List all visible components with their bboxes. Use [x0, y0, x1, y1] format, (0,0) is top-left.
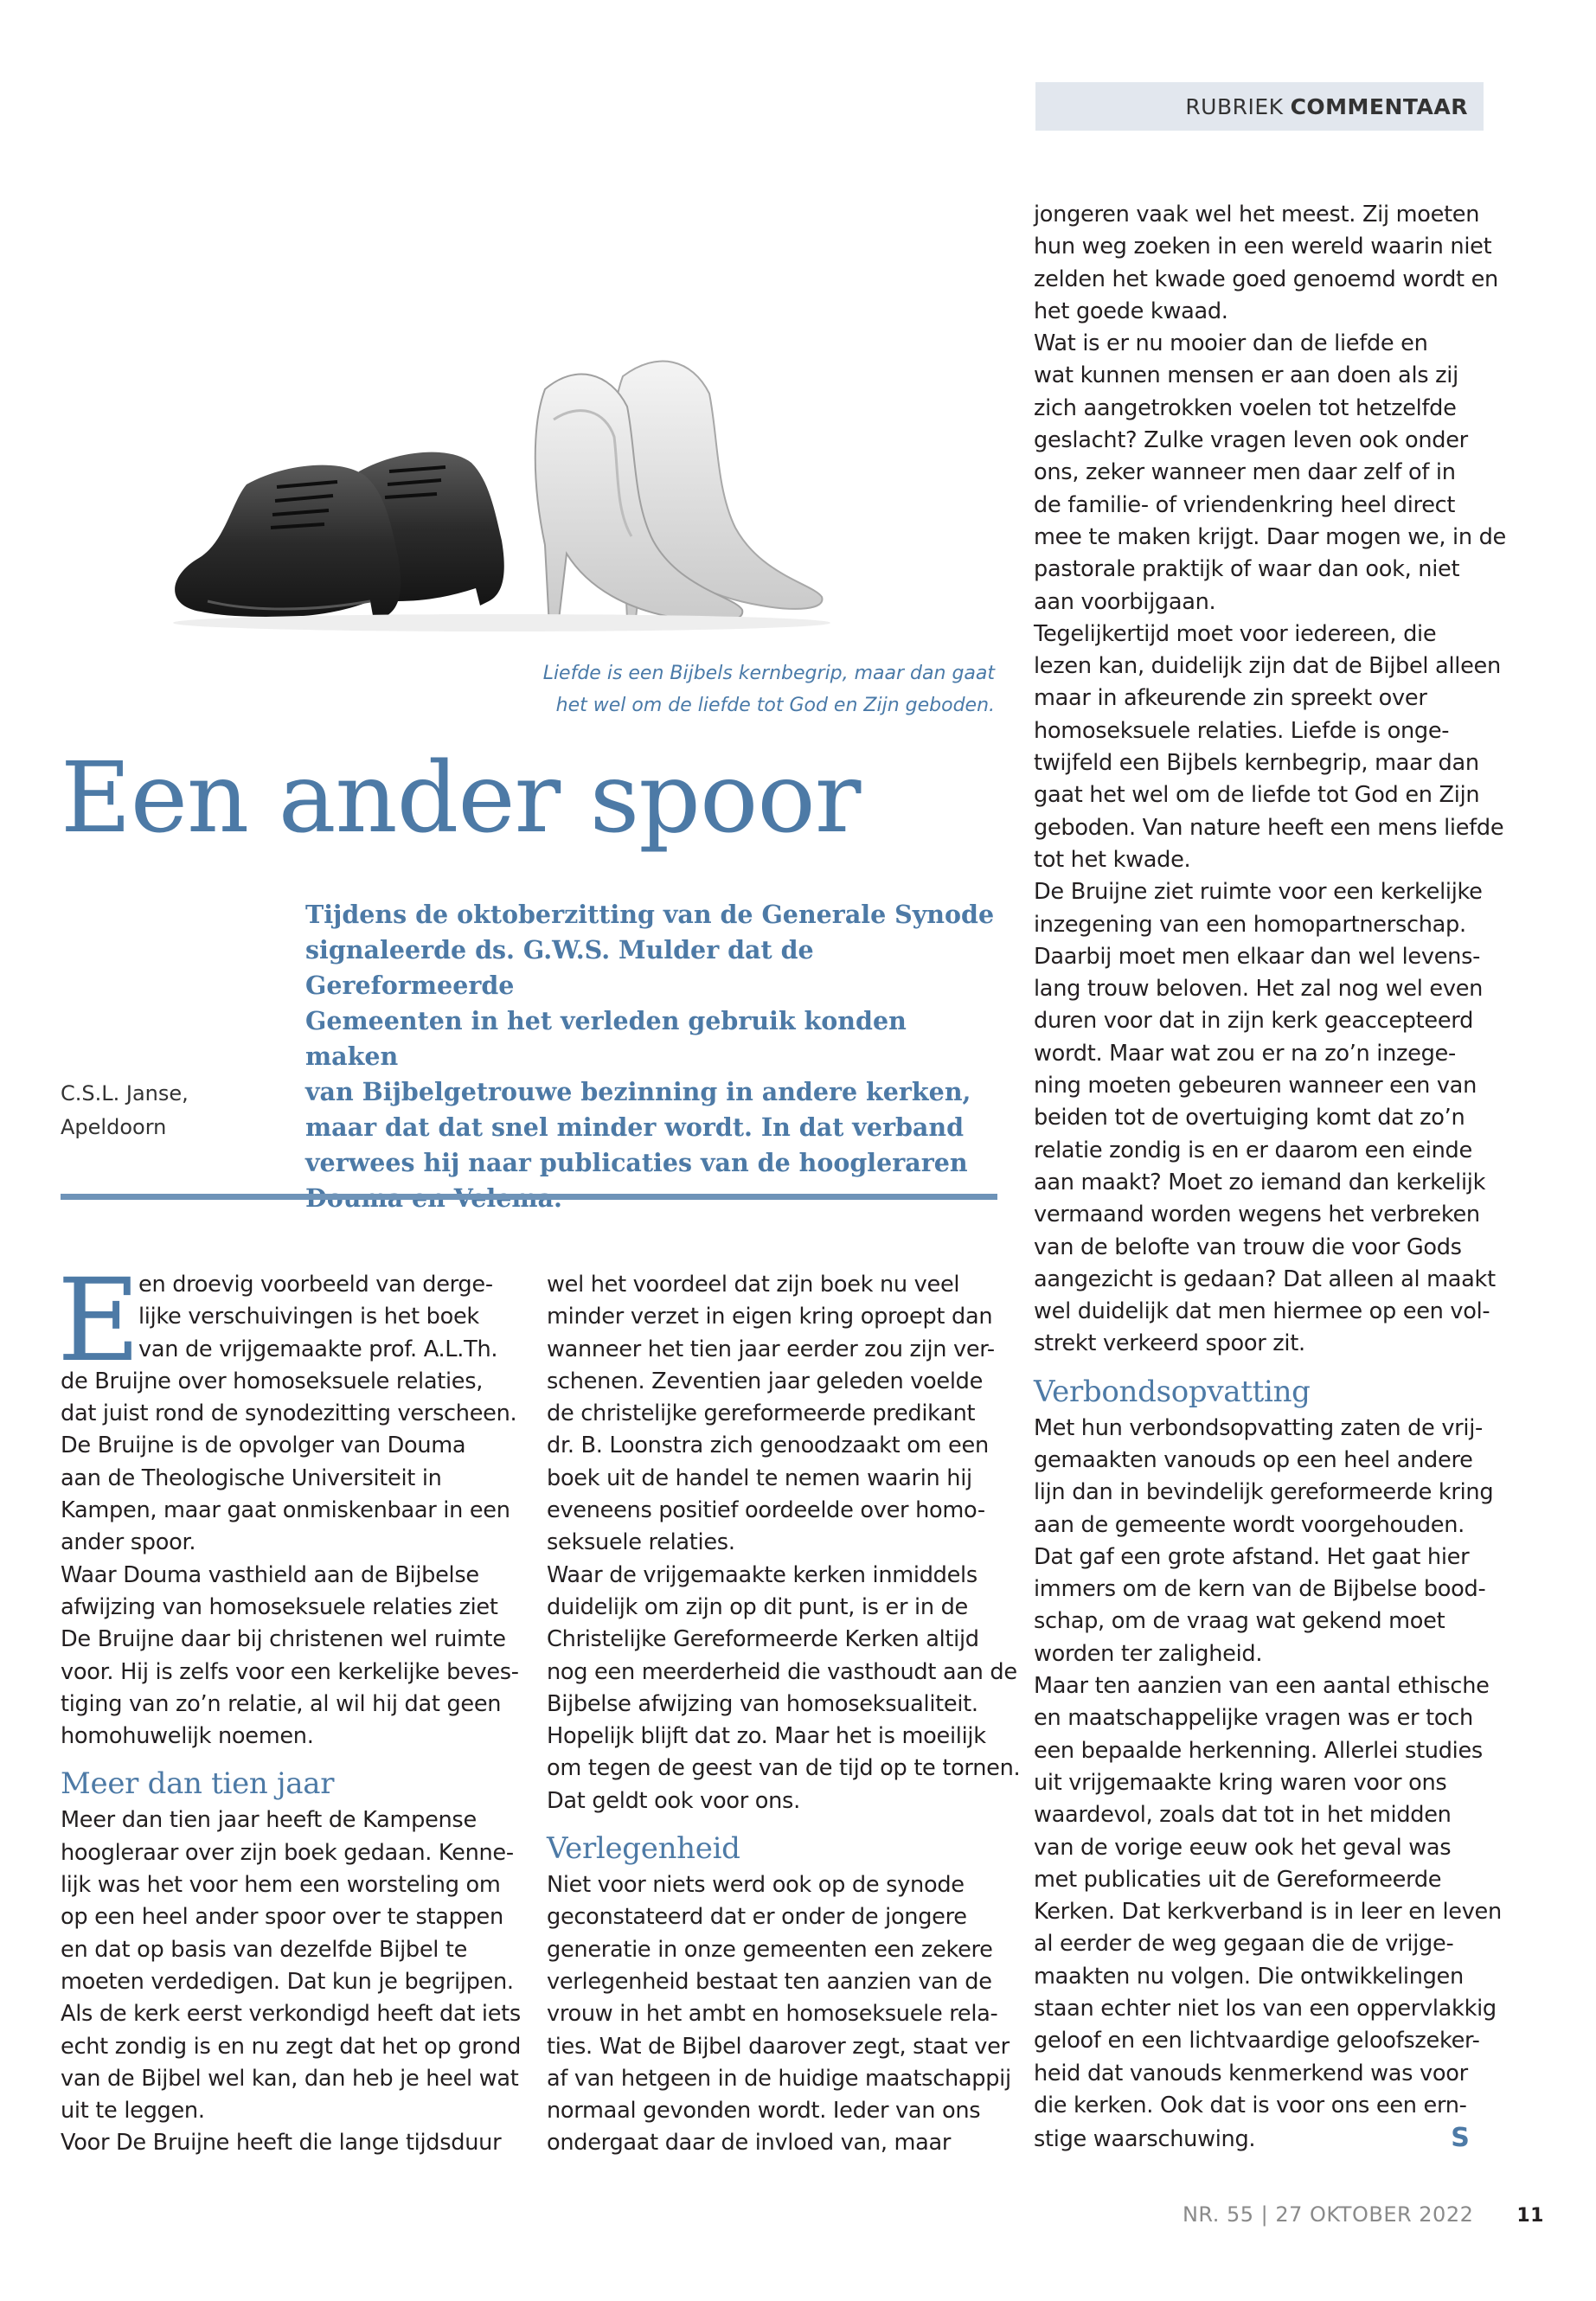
caption-line: Liefde is een Bijbels kernbegrip, maar dan gaat: [542, 663, 995, 684]
text-line: lijn dan in bevindelijk gereformeerde kring: [1034, 1479, 1494, 1506]
text-line: gemaakten vanouds op een heel andere: [1034, 1446, 1473, 1473]
text-line: tot het kwade.: [1034, 846, 1191, 873]
text-line: duren voor dat in zijn kerk geaccepteerd: [1034, 1008, 1474, 1035]
text-line: om tegen de geest van de tijd op te tornen.: [547, 1755, 1021, 1782]
text-line: en dat op basis van dezelfde Bijbel te: [61, 1936, 468, 1963]
intro-line: van Bijbelgetrouwe bezinning in andere kerken,: [305, 1077, 971, 1106]
text-line: het goede kwaad.: [1034, 298, 1228, 324]
text-line: Waar Douma vasthield aan de Bijbelse: [61, 1561, 479, 1588]
text-line: uit te leggen.: [61, 2098, 205, 2125]
text-line: de christelijke gereformeerde predikant: [547, 1400, 976, 1427]
text-line: hun weg zoeken in een wereld waarin niet: [1034, 234, 1492, 260]
text-line: van de vorige eeuw ook het geval was: [1034, 1834, 1452, 1861]
text-line: op een heel ander spoor over te stappen: [61, 1904, 503, 1931]
text-line: afwijzing van homoseksuele relaties ziet: [61, 1593, 498, 1620]
subheading-meer-dan-tien-jaar: Meer dan tien jaar: [61, 1766, 335, 1802]
text-line: beiden tot de overtuiging komt dat zo’n: [1034, 1105, 1465, 1131]
author-name: C.S.L. Janse,: [61, 1081, 189, 1106]
text-line: wordt. Maar wat zou er na zo’n inzege-: [1034, 1040, 1456, 1067]
caption-line: het wel om de liefde tot God en Zijn geboden.: [555, 695, 995, 716]
text-line: duidelijk om zijn op dit punt, is er in de: [547, 1593, 969, 1620]
text-line: maar in afkeurende zin spreekt over: [1034, 685, 1427, 712]
text-line: pastorale praktijk of waar dan ook, niet: [1034, 556, 1460, 583]
text-line: aan de gemeente wordt voorgehouden.: [1034, 1511, 1465, 1538]
text-line: die kerken. Ook dat is voor ons een ern-: [1034, 2092, 1467, 2118]
text-line: hoogleraar over zijn boek gedaan. Kenne-: [61, 1839, 514, 1866]
text-line: vermaand worden wegens het verbreken: [1034, 1202, 1480, 1228]
text-line: uit vrijgemaakte kring waren voor ons: [1034, 1769, 1447, 1796]
text-line: Als de kerk eerst verkondigd heeft dat iets: [61, 2001, 521, 2028]
text-line: Daarbij moet men elkaar dan wel levens-: [1034, 943, 1481, 970]
last-line-text: stige waarschuwing.: [1034, 2126, 1256, 2153]
text-line: dat juist rond de synodezitting verscheen.: [61, 1400, 517, 1427]
shoes-photo: [138, 342, 865, 636]
text-line: relatie zondig is en er daarom een einde: [1034, 1137, 1472, 1163]
text-line: twijfeld een Bijbels kernbegrip, maar dan: [1034, 750, 1479, 777]
text-line: Voor De Bruijne heeft die lange tijdsduur: [61, 2130, 502, 2157]
column-3: [1034, 199, 1507, 2157]
text-line: jongeren vaak wel het meest. Zij moeten: [1034, 202, 1480, 228]
text-line: vrouw in het ambt en homoseksuele rela-: [547, 2001, 998, 2028]
text-line: Wat is er nu mooier dan de liefde en: [1034, 330, 1428, 357]
text-line: ons, zeker wanneer men daar zelf of in: [1034, 459, 1456, 486]
text-line: wanneer het tien jaar eerder zou zijn ver-: [547, 1336, 995, 1362]
text-line: geconstateerd dat er onder de jongere: [547, 1904, 967, 1931]
text-line: lang trouw beloven. Het zal nog wel even: [1034, 976, 1484, 1003]
text-line: Niet voor niets werd ook op de synode: [547, 1872, 965, 1899]
text-line: van de belofte van trouw die voor Gods: [1034, 1234, 1462, 1260]
section-label-prefix: RUBRIEK: [1185, 93, 1284, 119]
text-line: schenen. Zeventien jaar geleden voelde: [547, 1368, 984, 1394]
text-line: schap, om de vraag wat gekend moet: [1034, 1608, 1445, 1635]
section-label-name: COMMENTAAR: [1290, 93, 1468, 119]
text-line: van de Bijbel wel kan, dan heb je heel wat: [61, 2065, 519, 2092]
text-line: echt zondig is en nu zegt dat het op grond: [61, 2033, 522, 2060]
text-line: geboden. Van nature heeft een mens liefde: [1034, 814, 1504, 841]
text-line: De Bruijne ziet ruimte voor een kerkelijke: [1034, 879, 1483, 906]
subheading-verlegenheid: Verlegenheid: [547, 1831, 740, 1867]
text-line: immers om de kern van de Bijbelse bood-: [1034, 1576, 1486, 1603]
text-line: nog een meerderheid die vasthoudt aan de: [547, 1658, 1017, 1685]
text-line: voor. Hij is zelfs voor een kerkelijke beves-: [61, 1658, 519, 1685]
text-line: ties. Wat de Bijbel daarover zegt, staat ver: [547, 2033, 1010, 2060]
section-label: [1035, 82, 1484, 131]
text-line: Waar de vrijgemaakte kerken inmiddels: [547, 1561, 977, 1588]
text-line: minder verzet in eigen kring oproept dan: [547, 1304, 993, 1330]
text-line: lezen kan, duidelijk zijn dat de Bijbel alleen: [1034, 653, 1501, 680]
text-line: Tegelijkertijd moet voor iedereen, die: [1034, 620, 1437, 647]
text-line: staan echter niet los van een oppervlakkig: [1034, 1996, 1497, 2022]
page-number: 11: [1516, 2205, 1544, 2227]
text-line: ondergaat daar de invloed van, maar: [547, 2130, 952, 2157]
text-line: mee te maken krijgt. Daar mogen we, in de: [1034, 523, 1507, 550]
end-mark-icon: S: [1451, 2123, 1470, 2154]
text-line: wel duidelijk dat men hiermee op een vol-: [1034, 1298, 1490, 1325]
text-line: Dat geldt ook voor ons.: [547, 1787, 800, 1814]
text-line: wat kunnen mensen er aan doen als zij: [1034, 362, 1458, 389]
text-line: de Bruijne over homoseksuele relaties,: [61, 1368, 484, 1394]
text-line: Kerken. Dat kerkverband is in leer en leven: [1034, 1899, 1502, 1926]
text-line: ning moeten gebeuren wanneer een van: [1034, 1073, 1477, 1099]
column-2: [547, 1269, 1021, 2160]
text-line: tiging van zo’n relatie, al wil hij dat geen: [61, 1690, 502, 1717]
text-line: en droevig voorbeeld van derge-: [138, 1272, 493, 1298]
article-intro: [305, 897, 997, 1216]
text-line: aan voorbijgaan.: [1034, 588, 1216, 615]
text-line-last: [1034, 2122, 1492, 2156]
text-line: Hopelijk blijft dat zo. Maar het is moeilijk: [547, 1723, 986, 1750]
text-line: Dat gaf een grote afstand. Het gaat hier: [1034, 1543, 1470, 1570]
text-line: homohuwelijk noemen.: [61, 1723, 314, 1750]
text-line: dr. B. Loonstra zich genoodzaakt om een: [547, 1433, 989, 1459]
text-line: aan de Theologische Universiteit in: [61, 1465, 442, 1491]
text-line: Bijbelse afwijzing van homoseksualiteit.: [547, 1690, 978, 1717]
text-line: al eerder de weg gegaan die de vrijge-: [1034, 1931, 1454, 1958]
text-line: van de vrijgemaakte prof. A.L.Th.: [138, 1336, 498, 1362]
text-line: af van hetgeen in de huidige maatschappij: [547, 2065, 1011, 2092]
text-line: heid dat vanouds kenmerkend was voor: [1034, 2060, 1468, 2086]
image-caption: [389, 657, 995, 721]
text-line: eveneens positief oordeelde over homo-: [547, 1497, 985, 1524]
text-line: met publicaties uit de Gereformeerde: [1034, 1866, 1442, 1893]
text-line: zich aangetrokken voelen tot hetzelfde: [1034, 394, 1457, 421]
intro-line: maar dat dat snel minder wordt. In dat verband: [305, 1112, 965, 1142]
column-1: [61, 1269, 522, 2160]
divider-rule: [61, 1194, 997, 1200]
text-line: boek uit de handel te nemen waarin hij: [547, 1465, 972, 1491]
text-line: lijk was het voor hem een worsteling om: [61, 1872, 501, 1899]
text-line: Maar ten aanzien van een aantal ethische: [1034, 1673, 1490, 1700]
text-line: gaat het wel om de liefde tot God en Zijn: [1034, 782, 1480, 809]
author-byline: [61, 1077, 189, 1144]
text-line: waardevol, zoals dat tot in het midden: [1034, 1802, 1452, 1829]
intro-line: Gemeenten in het verleden gebruik konden maken: [305, 1006, 907, 1071]
text-line: lijke verschuivingen is het boek: [138, 1304, 479, 1330]
text-line: aan maakt? Moet zo iemand dan kerkelijk: [1034, 1169, 1486, 1195]
drop-cap: E: [57, 1254, 141, 1388]
subheading-verbondsopvatting: Verbondsopvatting: [1034, 1374, 1311, 1409]
text-line: geloof en een lichtvaardige geloofszeker-: [1034, 2028, 1480, 2054]
article-title: Een ander spoor: [61, 742, 861, 855]
page-footer: [1183, 2202, 1544, 2227]
intro-line: signaleerde ds. G.W.S. Mulder dat de Gereformeerde: [305, 935, 814, 1000]
text-line: De Bruijne is de opvolger van Douma: [61, 1433, 466, 1459]
text-line: homoseksuele relaties. Liefde is onge-: [1034, 717, 1450, 744]
text-line: generatie in onze gemeenten een zekere: [547, 1936, 993, 1963]
text-line: de familie- of vriendenkring heel direct: [1034, 491, 1456, 518]
text-line: en maatschappelijke vragen was er toch: [1034, 1705, 1473, 1732]
text-line: inzegening van een homopartnerschap.: [1034, 911, 1466, 938]
text-line: aangezicht is gedaan? Dat alleen al maakt: [1034, 1266, 1496, 1292]
text-line: verlegenheid bestaat ten aanzien van de: [547, 1968, 992, 1995]
text-line: zelden het kwade goed genoemd wordt en: [1034, 266, 1498, 292]
text-line: Kampen, maar gaat onmiskenbaar in een: [61, 1497, 510, 1524]
text-line: worden ter zaligheid.: [1034, 1640, 1263, 1667]
text-line: maakten nu volgen. Die ontwikkelingen: [1034, 1963, 1464, 1990]
text-line: een bepaalde herkenning. Allerlei studies: [1034, 1737, 1483, 1764]
intro-line: Tijdens de oktoberzitting van de Generale Synode: [305, 900, 995, 929]
text-line: De Bruijne daar bij christenen wel ruimte: [61, 1626, 506, 1653]
text-line: normaal gevonden wordt. Ieder van ons: [547, 2098, 981, 2125]
text-line: Meer dan tien jaar heeft de Kampense: [61, 1807, 477, 1834]
text-line: geslacht? Zulke vragen leven ook onder: [1034, 427, 1468, 454]
text-line: seksuele relaties.: [547, 1529, 735, 1556]
issue-info: NR. 55 | 27 OKTOBER 2022: [1182, 2202, 1474, 2227]
text-line: wel het voordeel dat zijn boek nu veel: [547, 1272, 960, 1298]
text-line: Met hun verbondsopvatting zaten de vrij-: [1034, 1414, 1483, 1441]
intro-line: verwees hij naar publicaties van de hoogleraren: [305, 1148, 968, 1177]
text-line: ander spoor.: [61, 1529, 196, 1556]
author-place: Apeldoorn: [61, 1115, 167, 1139]
text-line: moeten verdedigen. Dat kun je begrijpen.: [61, 1968, 514, 1995]
text-line: strekt verkeerd spoor zit.: [1034, 1330, 1305, 1357]
text-line: Christelijke Gereformeerde Kerken altijd: [547, 1626, 979, 1653]
